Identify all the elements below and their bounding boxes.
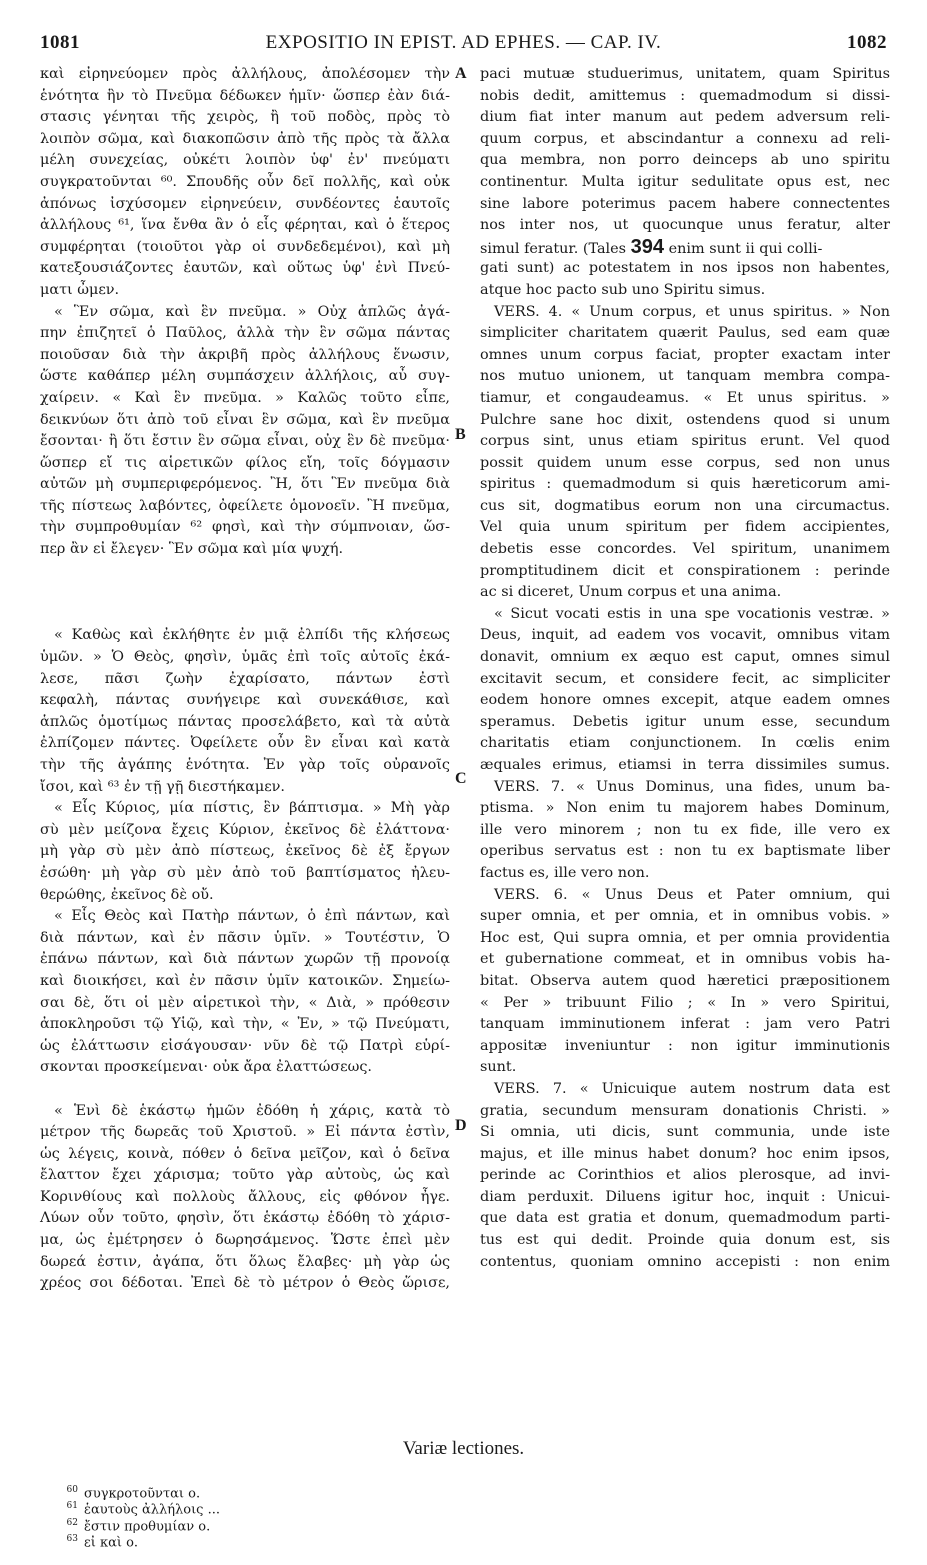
text-line: sine labore poterimus pacem habere connectentes (480, 195, 890, 212)
text-line: χρέος σοι δέδοται. Ἐπεὶ δὲ τὸ μέτρον ὁ Θεὸς ὥρισε, (40, 1275, 450, 1292)
text-line: « Εἷς Κύριος, μία πίστις, ἓν βάπτισμα. » Μὴ γὰρ (54, 800, 450, 817)
latin-paragraph-4 (480, 777, 890, 885)
text-line: qua membra, non porro deinceps ab uno spiritu (480, 152, 890, 169)
text-line: excitavit secum, et considere fecit, ac simpliciter (480, 670, 890, 687)
margin-marker-d: D (455, 1117, 467, 1134)
text-line: Hoc est, Qui supra omnia, et per omnia providentia (480, 929, 890, 946)
text-line: super omnia, et per omnia, et in omnibus vobis. » (480, 908, 890, 925)
text-line: possit quidem unum esse corpus, sed non unus (480, 454, 890, 471)
latin-column (480, 64, 890, 1273)
text-line: Vel quia unum spiritum per fidem accipientes, (480, 519, 890, 536)
column-gap (40, 1079, 450, 1101)
text-line: atque hoc pacto sub uno Spiritu simus. (480, 281, 766, 298)
text-line (480, 237, 890, 259)
text-line: VERS. 7. « Unus Dominus, una fides, unum ba- (494, 778, 890, 795)
latin-paragraph-5 (480, 885, 890, 1079)
text-line: corpus sint, unus etiam spiritus erunt. Vel quod (480, 433, 890, 450)
footnote-text: ἔστιν προθυμίαν ο. (83, 1518, 211, 1534)
footnote (67, 1485, 201, 1501)
text-line: VERS. 6. « Unus Deus et Pater omnium, qui (494, 886, 890, 903)
greek-paragraph-1 (40, 64, 450, 302)
text-line: factus es, ille vero non. (480, 864, 650, 881)
text-line: στασις γένηται τῆς χειρὸς, ἢ τοῦ ποδὸς, πρὸς τὸ (40, 109, 450, 126)
column-gap (40, 561, 450, 626)
text-line: operibus servatus est : non tu ex baptismate liber (480, 843, 890, 860)
text-line: ποιοῦσαν διὰ τὴν ἀκριβῆ πρὸς ἀλλήλους ἕνωσιν, (40, 346, 450, 363)
text-line: δωρεά ἐστιν, ἀγάπα, ὅτι ὅλως ἔλαβες· μὴ γὰρ ὡς (40, 1253, 450, 1270)
text-line: et gubernatione commeat, et in omnibus vobis ha- (480, 951, 890, 968)
text-line: ἐλπίζομεν πάντες. Ὀφείλετε οὖν ἓν εἶναι καὶ κατὰ (40, 735, 450, 752)
text-line: κεφαλὴ, πάντας συνήγειρε καὶ συνεκάθισε, καὶ (40, 692, 450, 709)
text-line: eodem honore omnes excepit, atque eadem omnes (480, 692, 890, 709)
text-line: debetis esse concordes. Vel spiritum, unanimem (480, 541, 890, 558)
text-line: tiamur, et congaudeamus. « Et unus spiritus. » (480, 389, 890, 406)
text-line: « Καθὼς καὶ ἐκλήθητε ἐν μιᾷ ἐλπίδι τῆς κλήσεως (54, 627, 450, 644)
text-line: ἔλαττον ἔχει χάρισμα; τοῦτο γὰρ αὐτοὺς, ὡς καὶ (40, 1167, 450, 1184)
text-line: καὶ διοικήσει, καὶ ἐν πᾶσιν ὑμῖν κατοικῶν. Σημείω- (40, 972, 450, 989)
text-line: ὥστε καθάπερ μέλη συμπάσχειν ἀλλήλοις, αὖ συγ- (40, 368, 450, 385)
margin-marker-a: A (455, 65, 467, 82)
text-line: nos inter nos, ut quocunque unus feratur, alter (480, 217, 890, 234)
footnote-number: 60 (66, 1485, 78, 1495)
page-number-right: 1082 (847, 32, 887, 53)
text-line: tanquam imminutionem inferat : jam vero Patri (480, 1016, 890, 1033)
text-line: λοιπὸν σῶμα, καὶ διακοπῶσιν ἀπὸ τῆς πρὸς τὰ ἄλλα (40, 130, 450, 147)
greek-paragraph-5 (40, 906, 450, 1079)
text-line: αὐτῶν μὴ συμπεριφερόμενος. Ἢ, ὅτι Ἓν πνεῦμα διὰ (40, 476, 450, 493)
text-line: tus est qui dedit. Proinde quia donum est, sis (480, 1232, 890, 1249)
text-line: gati sunt) ac potestatem in nos ipsos non habentes, (480, 260, 890, 277)
text-line: simpliciter charitatem quærit Paulus, sed eam quæ (480, 325, 890, 342)
text-line: diam perduxit. Diluens igitur hoc, inquit : Unicui- (480, 1188, 890, 1205)
text-line: μα, ὡς ἐμέτρησεν ὁ δωρησάμενος. Ὥστε ἐπεὶ μὲν (40, 1232, 450, 1249)
text-line: ἐσώθη· μὴ γὰρ σὺ μὲν ἀπὸ τοῦ βαπτίσματος ἠλευ- (40, 864, 450, 881)
text-fragment: enim sunt ii qui colli- (668, 240, 823, 257)
footnote-text: συγκροτοῦνται ο. (83, 1486, 201, 1502)
text-line: σαι δὲ, ὅτι οἱ μὲν αἱρετικοὶ τὴν, « Διὰ, » πρόθεσιν (40, 994, 450, 1011)
text-line: διὰ πάντων, καὶ ἐν πᾶσιν ὑμῖν. » Τουτέστιν, Ὁ (40, 929, 450, 946)
text-line: ἁπλῶς ὁμοτίμως πάντας προσελάβετο, καὶ τὰ αὐτὰ (40, 713, 450, 730)
text-line: ὡς λέγεις, κοινὰ, πόθεν ὁ δεῖνα μεῖζον, καὶ ὁ δεῖνα (40, 1145, 450, 1162)
text-line: « Per » tribuunt Filio ; « In » vero Spiritui, (480, 994, 890, 1011)
running-title: EXPOSITIO IN EPIST. AD EPHES. — CAP. IV. (265, 32, 662, 53)
text-line: τὴν τῆς ἀγάπης ἑνότητα. Ἐν γὰρ τοῖς οὐρανοῖς (40, 757, 450, 774)
latin-paragraph-1 (480, 64, 890, 302)
text-line: κατεξουσιάζοντες ἑαυτῶν, καὶ οὕτως ὑφ' ἑνὶ Πνεύ- (40, 260, 450, 277)
text-line: Κορινθίους καὶ πολλοὺς ἄλλους, εἰς φθόνον ἦγε. (40, 1188, 450, 1205)
variant-readings (50, 1470, 887, 1565)
column-number: 394 (630, 235, 665, 258)
text-line: ἀλλήλους ⁶¹, ἵνα ἔνθα ἂν ὁ εἷς φέρηται, καὶ ὁ ἕτερος (40, 217, 450, 234)
text-line: Pulchre sane hoc dixit, ostendens quod si unum (480, 411, 890, 428)
text-line: τῆς πίστεως λαβόντες, ὀφείλετε ὁμονοεῖν. Ἢ πνεῦμα, (40, 497, 450, 514)
text-line: συγκρατοῦνται ⁶⁰. Σπουδῆς οὖν δεῖ πολλῆς, καὶ οὐκ (40, 173, 450, 190)
text-line: ille vero minorem ; non tu ex fide, ille vero ex (480, 821, 890, 838)
text-line: χαίρειν. « Καὶ ἓν πνεῦμα. » Καλῶς τοῦτο εἶπε, (40, 389, 450, 406)
greek-paragraph-3 (40, 625, 450, 798)
footnote (67, 1518, 211, 1534)
footnote-text: εἰ καὶ ο. (83, 1535, 139, 1551)
text-line: δεικνύων ὅτι ἀπὸ τοῦ εἶναι ἓν σῶμα, καὶ ἓν πνεῦμα (40, 411, 450, 428)
text-line: σὺ μὲν μείζονα ἔχεις Κύριον, ἐκεῖνος δὲ ἐλάττονα· (40, 821, 450, 838)
text-line: ἀποκληροῦσι τῷ Υἱῷ, καὶ τὴν, « Ἐν, » τῷ Πνεύματι, (40, 1016, 450, 1033)
text-line: τὴν συμπροθυμίαν ⁶² φησὶ, καὶ τὴν σύμπνοιαν, ὥσ- (40, 519, 450, 536)
variae-lectiones-heading: Variæ lectiones. (402, 1438, 525, 1459)
text-line: omnes unum corpus faciat, propter exactam inter (480, 346, 890, 363)
text-line: charitatis etiam conjunctionem. In cœlis enim (480, 735, 890, 752)
text-line: ptisma. » Non enim tu majorem habes Dominum, (480, 800, 890, 817)
margin-marker-b: B (455, 426, 466, 443)
text-line: πην ἐπιζητεῖ ὁ Παῦλος, ἀλλὰ τὴν ἓν σῶμα πάντας (40, 325, 450, 342)
text-line: ac si diceret, Unum corpus et una anima. (480, 584, 782, 601)
text-line: ἴσοι, καὶ ⁶³ ἐν τῇ γῇ διεστήκαμεν. (40, 778, 285, 795)
text-line: « Ἑνὶ δὲ ἑκάστῳ ἡμῶν ἐδόθη ἡ χάρις, κατὰ τὸ (54, 1102, 450, 1119)
latin-paragraph-2 (480, 302, 890, 604)
text-line: contentus, quoniam omnino accepisti : non enim (480, 1253, 890, 1270)
text-line: appositæ inveniuntur : non igitur imminutionis (480, 1037, 890, 1054)
text-line: θερώθης, ἐκεῖνος δὲ οὔ. (40, 886, 214, 903)
text-line: λεσε, πᾶσι ζωὴν ἐχαρίσατο, πάντων ἐστὶ (40, 670, 450, 687)
text-line: σκονται προσκείμεναι· οὐκ ἄρα ἐλαττώσεως. (40, 1059, 373, 1076)
footnote-number: 61 (66, 1501, 78, 1512)
text-line: καὶ εἰρηνεύομεν πρὸς ἀλλήλους, ἀπολέσομεν τὴν (40, 66, 450, 82)
page-header (40, 32, 887, 60)
text-line: VERS. 4. « Unum corpus, et unus spiritus. » Non (494, 303, 890, 320)
latin-paragraph-3 (480, 604, 890, 777)
text-line: perinde ac Corinthios et alios plerosque, ad invi- (480, 1167, 890, 1184)
text-line: continentur. Multa igitur sedulitate opus est, nec (480, 173, 890, 190)
text-line: περ ἂν εἰ ἔλεγεν· Ἓν σῶμα καὶ μία ψυχή. (40, 541, 344, 558)
text-line: Si omnia, uti dicis, sunt communia, unde iste (480, 1124, 890, 1141)
text-line: « Ἓν σῶμα, καὶ ἓν πνεῦμα. » Οὐχ ἁπλῶς ἀγά- (54, 303, 450, 320)
footnote-text: ἑαυτοὺς ἀλλήλοις ... (83, 1502, 220, 1518)
greek-column (40, 64, 450, 1295)
text-line: ὡς ἐλάττωσιν εἰσάγουσαν· νῦν δὲ τῷ Πατρὶ εὑρί- (40, 1037, 450, 1054)
text-line: spiritus : quemadmodum si quis hæreticorum ami- (480, 476, 890, 493)
footnote-number: 62 (66, 1517, 78, 1528)
text-line: dium fiat inter manum aut pedem adversum reli- (480, 109, 890, 126)
text-line: Λύων οὖν τοῦτο, φησὶν, ὅτι ἑκάστῳ ἐδόθη τὸ χάρισ- (40, 1210, 450, 1227)
text-line: VERS. 7. « Unicuique autem nostrum data est (494, 1080, 890, 1097)
text-line: majus, et ille minus habet donum? hoc enim ipsos, (480, 1145, 890, 1162)
text-line: μέλη συνεχείας, οὐκέτι λοιπὸν ὑφ' ἐν' πνεύματι (40, 152, 450, 169)
text-line: ἑνότητα ἣν τὸ Πνεῦμα δέδωκεν ἡμῖν· ὥσπερ ἐὰν διά- (40, 87, 450, 104)
text-line: quum corpus, et abscindantur a connexu ad reli- (480, 130, 890, 147)
greek-paragraph-4 (40, 798, 450, 906)
text-line: nobis dedit, amittemus : quemadmodum si dissi- (480, 87, 890, 104)
text-line: speramus. Debetis igitur unum esse, secundum (480, 713, 890, 730)
footnote (67, 1534, 139, 1550)
greek-paragraph-2 (40, 302, 450, 561)
margin-marker-c: C (455, 770, 467, 787)
text-line: promptitudinem dicit et conspirationem : perinde (480, 562, 890, 579)
page-number-left: 1081 (40, 32, 80, 53)
text-line: cus sit, dogmatibus eorum non una circumactus. (480, 497, 890, 514)
text-line: sunt. (480, 1059, 517, 1076)
footnote-number: 63 (66, 1533, 78, 1544)
text-fragment: simul feratur. (Tales (480, 240, 627, 257)
text-line: ἀπόνως ἰσχύσομεν εἰρηνεύειν, συνδέοντες ἑαυτοῖς (40, 195, 450, 212)
text-line: nos mutuo unionem, ut tanquam membra compa- (480, 368, 890, 385)
text-line: ματι ὦμεν. (40, 281, 120, 298)
text-line: μέτρον τῆς δωρεᾶς τοῦ Χριστοῦ. » Εἰ πάντα ἐστὶν, (40, 1124, 450, 1141)
text-line: donavit, omnium ex æquo est caput, omnes simul (480, 649, 890, 666)
greek-paragraph-6 (40, 1101, 450, 1295)
text-line: Deus, inquit, ad eadem vos vocavit, omnibus vitam (480, 627, 890, 644)
footnote (67, 1501, 220, 1517)
text-line: gratia, secundum mensuram donationis Christi. » (480, 1102, 890, 1119)
text-line: συμφέρηται (τοιοῦτοι γὰρ οἱ συνδεδεμένοι), καὶ μὴ (40, 238, 450, 255)
text-line: ὥσπερ εἴ τις αἱρετικῶν φίλος εἴη, τοῖς δόγμασιν (40, 454, 450, 471)
text-line: æquales erimus, etiamsi in terra dissimiles sumus. (480, 757, 890, 773)
text-line: ἔσονται· ἢ ὅτι ἔστιν ἓν σῶμα εἶναι, οὐχ ἓν δὲ πνεῦμα· (40, 433, 450, 450)
text-line: bitat. Observa autem quod hæretici præpositionem (480, 972, 890, 989)
text-line: paci mutuæ studuerimus, unitatem, quam Spiritus (480, 66, 890, 82)
text-line: μὴ γὰρ σὺ μὲν ἀπὸ πίστεως, ἐκεῖνος δὲ ἐξ ἔργων (40, 843, 450, 860)
latin-paragraph-6 (480, 1079, 890, 1273)
text-line: que data est gratia et donum, quemadmodum parti- (480, 1210, 890, 1227)
text-line: « Sicut vocati estis in una spe vocationis vestræ. » (494, 605, 890, 622)
text-line: ὑμῶν. » Ὁ Θεὸς, φησὶν, ὑμᾶς ἐπὶ τοῖς αὐτοῖς ἐκά- (40, 649, 450, 666)
text-line: ἐπάνω πάντων, καὶ διὰ πάντων χωρῶν τῇ προνοίᾳ (40, 951, 450, 968)
text-line: « Εἷς Θεὸς καὶ Πατὴρ πάντων, ὁ ἐπὶ πάντων, καὶ (54, 908, 450, 925)
